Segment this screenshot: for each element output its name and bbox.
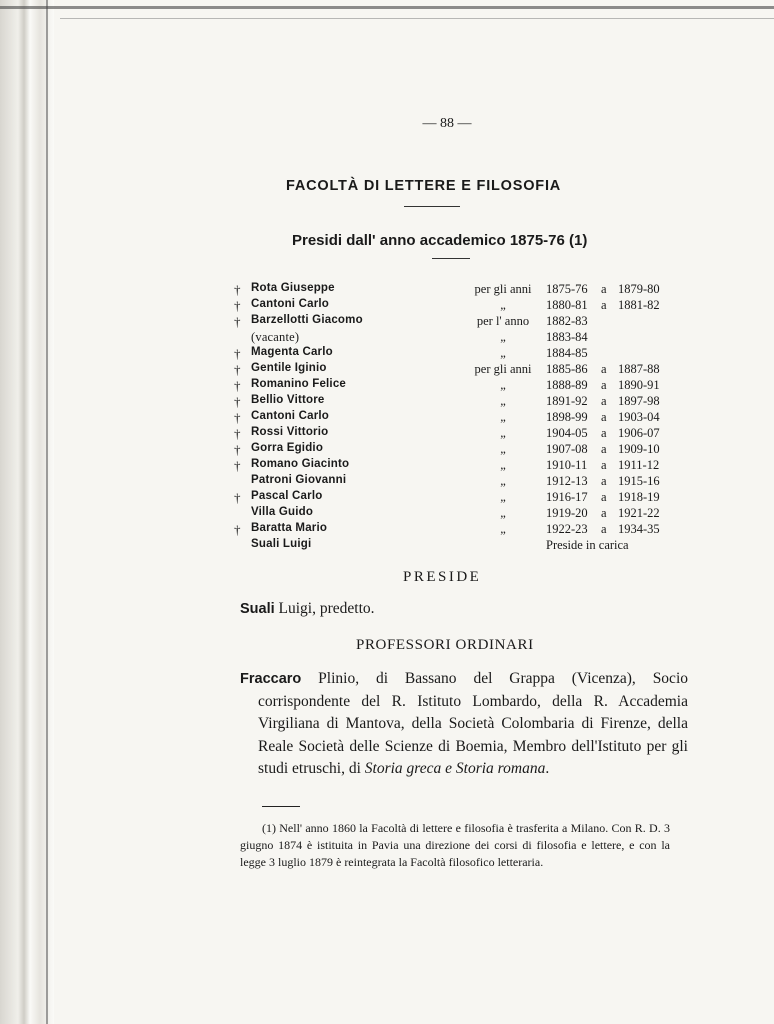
presidi-row (234, 314, 674, 330)
preside-name-cell: Baratta Mario (251, 522, 328, 534)
professor-text: Plinio, di Bassano del Grappa (Vicenza), Socio corrispondente del R. Istituto Lombardo, della R. Accademia Virgiliana di Mantova, della Società Colombaria di Firenze, della Reale Società delle Scienze di Boemia, Membro dell'Istituto per gli studi etruschi, di (258, 670, 688, 777)
period-label: „ (500, 474, 506, 488)
preside-entry (240, 600, 375, 618)
year-from: 1882-83 (546, 314, 588, 328)
year-separator: a (601, 298, 607, 312)
dagger-mark: † (234, 458, 241, 473)
presidi-row (234, 298, 674, 314)
presidi-row (234, 410, 674, 426)
footnote-rule (262, 806, 300, 807)
preside-name-cell: Cantoni Carlo (251, 410, 329, 422)
presidi-table (234, 282, 674, 554)
year-from: 1922-23 (546, 522, 588, 536)
presidi-row (234, 330, 674, 346)
presidi-row (234, 346, 674, 362)
binding-line (46, 0, 48, 1024)
scan-top-edge-inner (60, 18, 774, 19)
year-separator: a (601, 410, 607, 424)
preside-name-cell: Cantoni Carlo (251, 298, 329, 310)
period-label: „ (500, 426, 506, 440)
year-from: 1883-84 (546, 330, 588, 344)
year-from: 1898-99 (546, 410, 588, 424)
preside-name-cell: Rota Giuseppe (251, 282, 335, 294)
preside-name-cell: Bellio Vittore (251, 394, 325, 406)
year-to: 1887-88 (618, 362, 660, 376)
period-label: per l' anno (476, 314, 530, 328)
period-label: „ (500, 458, 506, 472)
period-label: per gli anni (474, 282, 532, 296)
period-label: „ (500, 378, 506, 392)
presidi-row (234, 474, 674, 490)
presidi-row (234, 426, 674, 442)
dagger-mark: † (234, 378, 241, 393)
year-separator: a (601, 458, 607, 472)
dagger-mark: † (234, 522, 241, 537)
presidi-row (234, 490, 674, 506)
preside-name-cell: Rossi Vittorio (251, 426, 329, 438)
year-from: 1880-81 (546, 298, 588, 312)
year-to: 1934-35 (618, 522, 660, 536)
preside-name-cell: Barzellotti Giacomo (251, 314, 363, 326)
footnote: (1) Nell' anno 1860 la Facoltà di lettere e filosofia è trasferita a Milano. Con R. D. 3 giugno 1874 è istituita in Pavia una direzione dei corsi di filosofia e lettere, e con la legge 3 luglio 1879 è reintegrata la Facoltà filosofico letteraria. (240, 821, 670, 869)
year-separator: a (601, 442, 607, 456)
subtitle-rule (432, 258, 470, 259)
scan-top-edge (0, 6, 774, 9)
presidi-row (234, 538, 674, 554)
year-from: 1885-86 (546, 362, 588, 376)
year-separator: a (601, 282, 607, 296)
period-label: „ (500, 298, 506, 312)
year-to: 1909-10 (618, 442, 660, 456)
section-title: FACOLTÀ DI LETTERE E FILOSOFIA (286, 178, 562, 194)
year-to: 1921-22 (618, 506, 660, 520)
period-label: „ (500, 330, 506, 344)
page-number: — 88 — (422, 116, 472, 131)
preside-name-cell: Romanino Felice (251, 378, 347, 390)
year-to: 1897-98 (618, 394, 660, 408)
year-to: 1903-04 (618, 410, 660, 424)
year-from: 1910-11 (546, 458, 588, 472)
year-separator: a (601, 362, 607, 376)
presidi-row (234, 394, 674, 410)
professor-surname: Fraccaro (240, 671, 302, 687)
dagger-mark: † (234, 410, 241, 425)
year-to: 1915-16 (618, 474, 660, 488)
year-to: 1879-80 (618, 282, 660, 296)
dagger-mark: † (234, 314, 241, 329)
dagger-mark: † (234, 490, 241, 505)
presidi-row (234, 282, 674, 298)
dagger-mark: † (234, 442, 241, 457)
period-label: „ (500, 346, 506, 360)
period-label: „ (500, 506, 506, 520)
year-to: 1881-82 (618, 298, 660, 312)
preside-name-cell: Magenta Carlo (251, 346, 333, 358)
year-separator: a (601, 522, 607, 536)
year-from: 1916-17 (546, 490, 588, 504)
presidi-row (234, 506, 674, 522)
year-separator: a (601, 474, 607, 488)
professor-entry (240, 668, 688, 781)
year-to: 1911-12 (618, 458, 660, 472)
preside-name-cell: Gorra Egidio (251, 442, 324, 454)
year-from: 1912-13 (546, 474, 588, 488)
presidi-row (234, 522, 674, 538)
period-label: „ (500, 522, 506, 536)
period-label: „ (500, 442, 506, 456)
presidi-row (234, 442, 674, 458)
presidi-subtitle-text: Presidi dall' anno accademico 1875-76 (292, 232, 565, 249)
year-separator: a (601, 378, 607, 392)
presidi-row (234, 362, 674, 378)
presidi-footnote-ref: (1) (569, 232, 588, 249)
year-from: 1907-08 (546, 442, 588, 456)
dagger-mark: † (234, 346, 241, 361)
dagger-mark: † (234, 298, 241, 313)
preside-name-cell: Patroni Giovanni (251, 474, 347, 486)
preside-name-cell: Villa Guido (251, 506, 314, 518)
preside-name-cell: Gentile Iginio (251, 362, 327, 374)
year-separator: a (601, 426, 607, 440)
dagger-mark: † (234, 394, 241, 409)
year-separator: a (601, 490, 607, 504)
year-from: Preside in carica (546, 538, 629, 552)
preside-name-cell: (vacante) (251, 330, 300, 344)
presidi-row (234, 458, 674, 474)
year-from: 1875-76 (546, 282, 588, 296)
dagger-mark: † (234, 362, 241, 377)
professor-end: . (545, 760, 550, 777)
year-to: 1918-19 (618, 490, 660, 504)
year-from: 1891-92 (546, 394, 588, 408)
preside-rest: Luigi, predetto. (274, 600, 375, 617)
preside-name-cell: Pascal Carlo (251, 490, 323, 502)
professor-subject: Storia greca e Storia romana (364, 760, 546, 777)
dagger-mark: † (234, 426, 241, 441)
ordinari-heading: PROFESSORI ORDINARI (356, 637, 534, 653)
year-separator: a (601, 394, 607, 408)
year-from: 1888-89 (546, 378, 588, 392)
year-from: 1919-20 (546, 506, 588, 520)
presidi-row (234, 378, 674, 394)
year-from: 1904-05 (546, 426, 588, 440)
preside-name: Suali (240, 601, 275, 617)
preside-name-cell: Romano Giacinto (251, 458, 350, 470)
year-separator: a (601, 506, 607, 520)
period-label: per gli anni (474, 362, 532, 376)
year-to: 1890-91 (618, 378, 660, 392)
year-from: 1884-85 (546, 346, 588, 360)
title-rule (404, 206, 460, 207)
period-label: „ (500, 490, 506, 504)
period-label: „ (500, 410, 506, 424)
preside-name-cell: Suali Luigi (251, 538, 312, 550)
preside-heading: PRESIDE (403, 569, 482, 585)
presidi-subtitle (292, 232, 587, 249)
year-to: 1906-07 (618, 426, 660, 440)
period-label: „ (500, 394, 506, 408)
dagger-mark: † (234, 282, 241, 297)
